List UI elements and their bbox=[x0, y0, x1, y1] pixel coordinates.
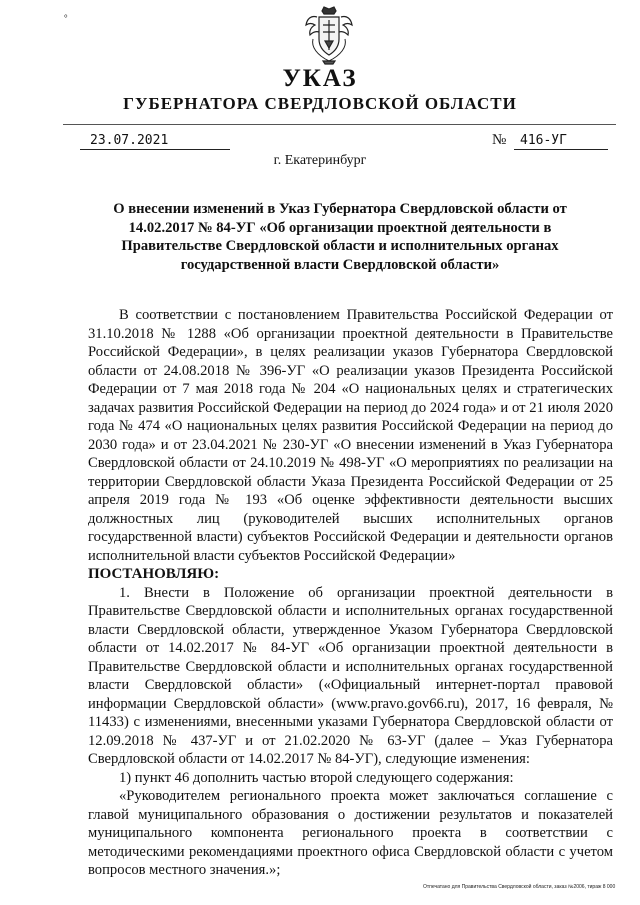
coat-of-arms-emblem-icon bbox=[303, 5, 355, 65]
document-subtitle: ГУБЕРНАТОРА СВЕРДЛОВСКОЙ ОБЛАСТИ bbox=[123, 94, 517, 113]
document-number: 416-УГ bbox=[514, 133, 608, 150]
header-divider bbox=[63, 124, 616, 125]
quote-paragraph: «Руководителем регионального проекта может заключаться соглашение с главой муниципального образования о достижении результатов и показателей муниципального компонента регионального проекта в соответствии с методическими рекомендациями проектного офиса Свердловской области с учетом вопросов местного значения.»; bbox=[88, 788, 613, 878]
decree-word: ПОСТАНОВЛЯЮ: bbox=[88, 566, 220, 582]
document-date: 23.07.2021 bbox=[80, 133, 230, 150]
stray-mark: ° bbox=[64, 13, 68, 23]
number-label: № bbox=[492, 132, 507, 148]
document-title: УКАЗ bbox=[282, 65, 358, 92]
document-heading: О внесении изменений в Указ Губернатора Свердловской области от 14.02.2017 № 84-УГ «Об организации проектной деятельности в Правительстве Свердловской области и исполнительных органах государственной власти Свердловской области» bbox=[113, 201, 567, 273]
print-footer: Отпечатано для Правительства Свердловской области, заказ №2006, тираж 8 000 bbox=[423, 884, 616, 890]
document-city: г. Екатеринбург bbox=[273, 153, 367, 168]
preamble-paragraph: В соответствии с постановлением Правительства Российской Федерации от 31.10.2018 № 1288 «Об организации проектной деятельности в Правительстве Российской Федерации», в целях реализации указов Губернатора Свердловской области от 24.08.2018 № 396-УГ «О реализации указов Президента Российской Федерации от 7 мая 2018 года № 204 «О национальных целях и стратегических задачах развития Российской Федерации на период до 2024 года» и от 21 июля 2020 года № 474 «О национальных целях развития Российской Федерации на период до 2030 года» и от 23.04.2021 № 230-УГ «О внесении изменений в Указ Губернатора Свердловской области от 24.10.2019 № 498-УГ «О мероприятиях по реализации на территории Свердловской области Указа Президента Российской Федерации от 25 апреля 2019 года № 193 «Об оценке эффективности деятельности высших должностных лиц (руководителей высших исполнительных органов государственной власти) субъектов Российской Федерации и деятельности органов исполнительной власти субъектов Российской Федерации» bbox=[88, 307, 613, 564]
item-1-paragraph: 1. Внести в Положение об организации проектной деятельности в Правительстве Свердловской области и исполнительных органах государственной власти Свердловской области, утвержденное Указом Губернатора Свердловской области от 14.02.2017 № 84-УГ «Об организации проектной деятельности в Правительстве Свердловской области и исполнительных органах государственной власти Свердловской области» («Официальный интернет-портал правовой информации Свердловской области» (www.pravo.gov66.ru), 2017, 16 февраля, № 11433) с изменениями, внесенными указами Губернатора Свердловской области от 12.09.2018 № 437-УГ и от 21.02.2020 № 63-УГ (далее – Указ Губернатора Свердловской области от 14.02.2017 № 84-УГ), следующие изменения: bbox=[88, 584, 613, 767]
document-body bbox=[88, 306, 613, 880]
subitem-1-paragraph: 1) пункт 46 дополнить частью второй следующего содержания: bbox=[119, 769, 514, 786]
